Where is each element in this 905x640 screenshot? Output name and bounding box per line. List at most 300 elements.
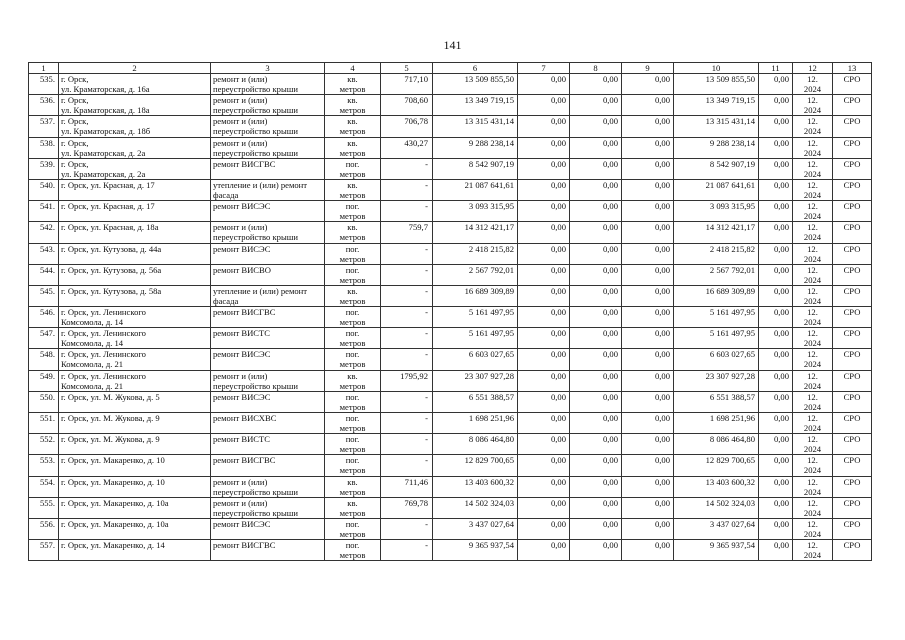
deadline-cell-line: 2024: [803, 423, 822, 433]
table-row: [29, 74, 872, 95]
cost-col8-cell: [570, 201, 622, 222]
row-number-line: 551.: [39, 413, 55, 423]
address-cell-line: ул. Краматорская, д. 18а: [61, 105, 150, 116]
work-type-cell-line: фасада: [213, 295, 239, 306]
address-cell: [59, 370, 211, 391]
cost-col7-cell: [518, 328, 570, 349]
row-number: [29, 455, 59, 476]
area-cell: [381, 370, 433, 391]
unit-cell-line: метров: [339, 168, 366, 179]
total-cost-cell: [433, 222, 518, 243]
cost-col9-cell-line: 0,00: [654, 413, 670, 423]
cost-col10-cell: [674, 413, 759, 434]
address-cell-line: г. Орск, ул. Кутузова, д. 44а: [61, 243, 162, 254]
cost-col11-cell-line: 0,00: [773, 158, 789, 169]
row-number-line: 555.: [39, 497, 55, 508]
cost-col11-cell-line: 0,00: [773, 391, 789, 402]
work-type-cell-line: переустройство крыши: [213, 486, 298, 497]
row-number-line: 548.: [39, 349, 55, 360]
deadline-cell: [793, 264, 833, 285]
address-cell: [59, 349, 211, 370]
cost-col9-cell-line: 0,00: [654, 328, 670, 339]
cost-col7-cell: [518, 307, 570, 328]
cost-col7-cell: [518, 370, 570, 391]
deadline-cell-line: 12.: [807, 201, 818, 212]
cost-col11-cell: [759, 391, 793, 412]
total-cost-cell: [433, 158, 518, 179]
area-cell-line: -: [425, 434, 428, 445]
cost-col10-cell: [674, 137, 759, 158]
cost-col10-cell-line: 1 698 251,96: [709, 413, 755, 423]
cost-col7-cell-line: 0,00: [550, 391, 566, 402]
column-header: 7: [518, 63, 570, 74]
deadline-cell: [793, 95, 833, 116]
cost-col9-cell-line: 0,00: [654, 116, 670, 127]
funding-source-cell: [833, 264, 872, 285]
cost-col9-cell-line: 0,00: [654, 74, 670, 84]
unit-cell-line: кв.: [347, 179, 358, 190]
cost-col11-cell: [759, 179, 793, 200]
cost-col8-cell: [570, 74, 622, 95]
row-number-line: 542.: [39, 222, 55, 233]
cost-col8-cell-line: 0,00: [602, 137, 618, 148]
address-cell: [59, 518, 211, 539]
column-header: 1: [29, 63, 59, 74]
cost-col10-cell: [674, 455, 759, 476]
cost-col11-cell: [759, 413, 793, 434]
unit-cell-line: метров: [339, 211, 366, 222]
cost-col9-cell-line: 0,00: [654, 349, 670, 360]
work-type-cell: [211, 158, 325, 179]
cost-col8-cell-line: 0,00: [602, 243, 618, 254]
row-number: [29, 413, 59, 434]
work-type-cell: [211, 540, 325, 561]
work-type-cell-line: ремонт ВИСЭС: [213, 349, 271, 360]
unit-cell: [325, 497, 381, 518]
row-number-line: 554.: [39, 476, 55, 487]
cost-col10-cell: [674, 74, 759, 95]
address-cell-line: г. Орск, ул. Ленинского: [61, 307, 146, 318]
table-row: [29, 201, 872, 222]
cost-col7-cell-line: 0,00: [550, 476, 566, 487]
cost-col11-cell: [759, 222, 793, 243]
work-type-cell: [211, 179, 325, 200]
total-cost-cell-line: 5 161 497,95: [468, 328, 514, 339]
total-cost-cell-line: 6 603 027,65: [468, 349, 514, 360]
area-cell-line: 759,7: [408, 222, 428, 233]
cost-col10-cell-line: 16 689 309,89: [705, 285, 755, 296]
unit-cell: [325, 391, 381, 412]
cost-col11-cell: [759, 285, 793, 306]
cost-col7-cell-line: 0,00: [550, 455, 566, 466]
cost-col8-cell-line: 0,00: [602, 222, 618, 233]
unit-cell: [325, 455, 381, 476]
cost-col8-cell-line: 0,00: [602, 328, 618, 339]
funding-source-cell: [833, 137, 872, 158]
cost-col11-cell: [759, 116, 793, 137]
cost-col7-cell: [518, 391, 570, 412]
deadline-cell: [793, 328, 833, 349]
total-cost-cell-line: 5 161 497,95: [468, 307, 514, 318]
row-number: [29, 328, 59, 349]
cost-col7-cell-line: 0,00: [550, 497, 566, 508]
cost-col7-cell: [518, 179, 570, 200]
cost-col9-cell-line: 0,00: [654, 264, 670, 275]
row-number: [29, 370, 59, 391]
cost-col7-cell-line: 0,00: [550, 74, 566, 84]
funding-source-cell-line: СРО: [843, 497, 861, 508]
deadline-cell: [793, 476, 833, 497]
address-cell-line: ул. Краматорская, д. 16а: [61, 84, 150, 94]
unit-cell-line: метров: [339, 232, 366, 243]
cost-col10-cell-line: 14 502 324,03: [705, 497, 755, 508]
deadline-cell-line: 12.: [807, 455, 818, 466]
deadline-cell-line: 2024: [803, 444, 822, 455]
cost-col9-cell: [622, 116, 674, 137]
table-row: [29, 455, 872, 476]
row-number: [29, 307, 59, 328]
unit-cell-line: метров: [339, 317, 366, 328]
deadline-cell-line: 2024: [803, 84, 822, 94]
unit-cell-line: метров: [339, 444, 366, 455]
area-cell-line: -: [425, 328, 428, 339]
unit-cell: [325, 222, 381, 243]
funding-source-cell-line: СРО: [843, 95, 861, 106]
cost-col11-cell: [759, 434, 793, 455]
cost-col9-cell: [622, 137, 674, 158]
area-cell: [381, 349, 433, 370]
unit-cell-line: метров: [339, 147, 366, 158]
cost-col7-cell-line: 0,00: [550, 243, 566, 254]
funding-source-cell: [833, 116, 872, 137]
work-type-cell: [211, 264, 325, 285]
cost-col9-cell-line: 0,00: [654, 476, 670, 487]
unit-cell-line: кв.: [347, 74, 358, 84]
row-number-line: 550.: [39, 391, 55, 402]
cost-col8-cell-line: 0,00: [602, 434, 618, 445]
area-cell-line: -: [425, 285, 428, 296]
unit-cell: [325, 264, 381, 285]
work-type-cell-line: ремонт ВИСГВС: [213, 307, 276, 318]
area-cell-line: 711,46: [404, 476, 428, 487]
column-header: 13: [833, 63, 872, 74]
address-cell: [59, 328, 211, 349]
column-header: 6: [433, 63, 518, 74]
funding-source-cell: [833, 370, 872, 391]
address-cell: [59, 476, 211, 497]
cost-col7-cell: [518, 434, 570, 455]
cost-col11-cell-line: 0,00: [773, 95, 789, 106]
work-type-cell-line: ремонт ВИСТС: [213, 434, 271, 445]
column-header: 5: [381, 63, 433, 74]
deadline-cell-line: 12.: [807, 179, 818, 190]
cost-col7-cell-line: 0,00: [550, 95, 566, 106]
funding-source-cell-line: СРО: [843, 455, 861, 466]
unit-cell: [325, 349, 381, 370]
work-type-cell-line: ремонт ВИСГВС: [213, 540, 276, 551]
cost-col7-cell-line: 0,00: [550, 370, 566, 381]
deadline-cell-line: 2024: [803, 401, 822, 412]
cost-col7-cell: [518, 264, 570, 285]
cost-col8-cell: [570, 137, 622, 158]
total-cost-cell-line: 3 437 027,64: [468, 518, 514, 529]
column-header: 11: [759, 63, 793, 74]
cost-col8-cell-line: 0,00: [602, 497, 618, 508]
total-cost-cell-line: 23 307 927,28: [464, 370, 514, 381]
area-cell-line: -: [425, 264, 428, 275]
deadline-cell-line: 2024: [803, 338, 822, 349]
deadline-cell-line: 12.: [807, 222, 818, 233]
work-type-cell: [211, 74, 325, 95]
deadline-cell: [793, 137, 833, 158]
address-cell: [59, 158, 211, 179]
deadline-cell-line: 12.: [807, 264, 818, 275]
deadline-cell: [793, 413, 833, 434]
cost-col8-cell: [570, 179, 622, 200]
unit-cell-line: метров: [339, 401, 366, 412]
cost-col11-cell: [759, 455, 793, 476]
cost-col8-cell: [570, 243, 622, 264]
unit-cell: [325, 158, 381, 179]
deadline-cell-line: 12.: [807, 116, 818, 127]
funding-source-cell-line: СРО: [843, 413, 861, 423]
cost-col8-cell: [570, 222, 622, 243]
work-type-cell-line: ремонт ВИСГВС: [213, 158, 276, 169]
cost-col11-cell-line: 0,00: [773, 540, 789, 551]
work-type-cell-line: переустройство крыши: [213, 380, 298, 391]
total-cost-cell-line: 8 086 464,80: [468, 434, 514, 445]
work-type-cell-line: фасада: [213, 189, 239, 200]
deadline-cell: [793, 497, 833, 518]
unit-cell-line: метров: [339, 253, 366, 264]
cost-col11-cell-line: 0,00: [773, 370, 789, 381]
work-type-cell-line: переустройство крыши: [213, 126, 298, 137]
cost-col11-cell: [759, 137, 793, 158]
table-row: [29, 264, 872, 285]
cost-col7-cell-line: 0,00: [550, 328, 566, 339]
work-type-cell: [211, 518, 325, 539]
total-cost-cell: [433, 497, 518, 518]
deadline-cell: [793, 243, 833, 264]
funding-source-cell: [833, 328, 872, 349]
cost-col8-cell: [570, 158, 622, 179]
total-cost-cell-line: 13 509 855,50: [464, 74, 514, 84]
cost-col8-cell: [570, 540, 622, 561]
cost-col10-cell-line: 13 403 600,32: [705, 476, 755, 487]
cost-col10-cell-line: 9 365 937,54: [709, 540, 755, 551]
cost-col11-cell-line: 0,00: [773, 497, 789, 508]
area-cell-line: -: [425, 518, 428, 529]
area-cell-line: -: [425, 179, 428, 190]
work-type-cell: [211, 413, 325, 434]
cost-col7-cell-line: 0,00: [550, 137, 566, 148]
cost-col10-cell-line: 3 093 315,95: [709, 201, 755, 212]
cost-col11-cell: [759, 328, 793, 349]
area-cell: [381, 158, 433, 179]
deadline-cell: [793, 285, 833, 306]
total-cost-cell-line: 14 312 421,17: [464, 222, 514, 233]
cost-col8-cell: [570, 434, 622, 455]
work-type-cell-line: переустройство крыши: [213, 84, 298, 94]
cost-col9-cell: [622, 391, 674, 412]
unit-cell-line: кв.: [347, 476, 358, 487]
deadline-cell-line: 2024: [803, 295, 822, 306]
area-cell: [381, 201, 433, 222]
address-cell: [59, 201, 211, 222]
cost-col10-cell-line: 21 087 641,61: [705, 179, 755, 190]
deadline-cell-line: 12.: [807, 391, 818, 402]
cost-col10-cell-line: 5 161 497,95: [709, 307, 755, 318]
address-cell-line: г. Орск,: [61, 74, 89, 84]
deadline-cell-line: 2024: [803, 528, 822, 539]
unit-cell-line: кв.: [347, 137, 358, 148]
cost-col11-cell: [759, 201, 793, 222]
address-cell-line: г. Орск,: [61, 116, 89, 127]
unit-cell-line: пог.: [345, 540, 360, 551]
cost-col10-cell: [674, 476, 759, 497]
cost-col8-cell-line: 0,00: [602, 95, 618, 106]
cost-col11-cell: [759, 476, 793, 497]
address-cell: [59, 434, 211, 455]
cost-col9-cell: [622, 370, 674, 391]
work-type-cell-line: ремонт ВИСВО: [213, 264, 271, 275]
table-row: [29, 328, 872, 349]
funding-source-cell: [833, 413, 872, 434]
unit-cell-line: метров: [339, 550, 366, 561]
cost-col10-cell-line: 13 315 431,14: [705, 116, 755, 127]
funding-source-cell: [833, 434, 872, 455]
total-cost-cell-line: 8 542 907,19: [468, 158, 514, 169]
address-cell-line: Комсомола, д. 21: [61, 359, 124, 370]
deadline-cell-line: 2024: [803, 465, 822, 476]
work-type-cell: [211, 434, 325, 455]
unit-cell-line: метров: [339, 359, 366, 370]
cost-col10-cell-line: 14 312 421,17: [705, 222, 755, 233]
unit-cell-line: пог.: [345, 434, 360, 445]
funding-source-cell-line: СРО: [843, 434, 861, 445]
unit-cell-line: метров: [339, 274, 366, 285]
cost-col11-cell: [759, 518, 793, 539]
row-number: [29, 137, 59, 158]
table-row: [29, 476, 872, 497]
cost-col11-cell-line: 0,00: [773, 349, 789, 360]
cost-col7-cell: [518, 540, 570, 561]
deadline-cell: [793, 370, 833, 391]
unit-cell: [325, 540, 381, 561]
deadline-cell-line: 2024: [803, 274, 822, 285]
cost-col11-cell-line: 0,00: [773, 264, 789, 275]
cost-col9-cell-line: 0,00: [654, 201, 670, 212]
cost-col7-cell-line: 0,00: [550, 307, 566, 318]
cost-col10-cell: [674, 264, 759, 285]
unit-cell-line: метров: [339, 507, 366, 518]
address-cell: [59, 391, 211, 412]
row-number-line: 536.: [39, 95, 55, 106]
deadline-cell: [793, 518, 833, 539]
deadline-cell-line: 12.: [807, 307, 818, 318]
address-cell-line: г. Орск, ул. М. Жукова, д. 5: [61, 391, 160, 402]
cost-col10-cell: [674, 349, 759, 370]
deadline-cell-line: 2024: [803, 168, 822, 179]
cost-col11-cell-line: 0,00: [773, 476, 789, 487]
address-cell: [59, 307, 211, 328]
cost-col7-cell: [518, 74, 570, 95]
cost-col7-cell: [518, 116, 570, 137]
deadline-cell: [793, 434, 833, 455]
table-row: [29, 540, 872, 561]
cost-col9-cell-line: 0,00: [654, 95, 670, 106]
funding-source-cell: [833, 95, 872, 116]
total-cost-cell-line: 13 349 719,15: [464, 95, 514, 106]
cost-col7-cell: [518, 497, 570, 518]
row-number: [29, 264, 59, 285]
total-cost-cell: [433, 201, 518, 222]
row-number-line: 553.: [39, 455, 55, 466]
deadline-cell-line: 2024: [803, 550, 822, 561]
cost-col9-cell: [622, 497, 674, 518]
work-type-cell-line: ремонт и (или): [213, 476, 268, 487]
unit-cell: [325, 179, 381, 200]
unit-cell-line: метров: [339, 84, 366, 94]
unit-cell-line: пог.: [345, 307, 360, 318]
unit-cell-line: метров: [339, 126, 366, 137]
funding-source-cell-line: СРО: [843, 179, 861, 190]
cost-col7-cell: [518, 476, 570, 497]
area-cell: [381, 307, 433, 328]
address-cell: [59, 137, 211, 158]
total-cost-cell-line: 16 689 309,89: [464, 285, 514, 296]
column-number-row: [29, 63, 872, 74]
area-cell: [381, 518, 433, 539]
work-type-cell-line: ремонт ВИСЭС: [213, 243, 271, 254]
work-type-cell-line: ремонт и (или): [213, 370, 268, 381]
cost-col11-cell-line: 0,00: [773, 328, 789, 339]
address-cell-line: г. Орск, ул. Макаренко, д. 10а: [61, 497, 169, 508]
area-cell: [381, 264, 433, 285]
total-cost-cell-line: 14 502 324,03: [464, 497, 514, 508]
column-header: 2: [59, 63, 211, 74]
funding-source-cell: [833, 307, 872, 328]
row-number: [29, 540, 59, 561]
row-number: [29, 116, 59, 137]
funding-source-cell-line: СРО: [843, 349, 861, 360]
total-cost-cell: [433, 455, 518, 476]
deadline-cell-line: 12.: [807, 328, 818, 339]
unit-cell: [325, 413, 381, 434]
funding-source-cell: [833, 243, 872, 264]
row-number: [29, 518, 59, 539]
cost-col7-cell: [518, 158, 570, 179]
unit-cell: [325, 476, 381, 497]
address-cell-line: г. Орск, ул. Красная, д. 17: [61, 179, 155, 190]
row-number-line: 545.: [39, 285, 55, 296]
work-type-cell: [211, 497, 325, 518]
cost-col7-cell-line: 0,00: [550, 201, 566, 212]
address-cell: [59, 264, 211, 285]
address-cell-line: г. Орск, ул. Макаренко, д. 10а: [61, 518, 169, 529]
column-header: 9: [622, 63, 674, 74]
cost-col7-cell: [518, 285, 570, 306]
cost-col10-cell-line: 8 542 907,19: [709, 158, 755, 169]
cost-col10-cell-line: 23 307 927,28: [705, 370, 755, 381]
address-cell-line: Комсомола, д. 21: [61, 380, 124, 391]
area-cell-line: -: [425, 413, 428, 423]
deadline-cell-line: 12.: [807, 413, 818, 423]
area-cell: [381, 455, 433, 476]
cost-col8-cell: [570, 349, 622, 370]
cost-col8-cell: [570, 476, 622, 497]
address-cell-line: г. Орск, ул. Макаренко, д. 14: [61, 540, 165, 551]
